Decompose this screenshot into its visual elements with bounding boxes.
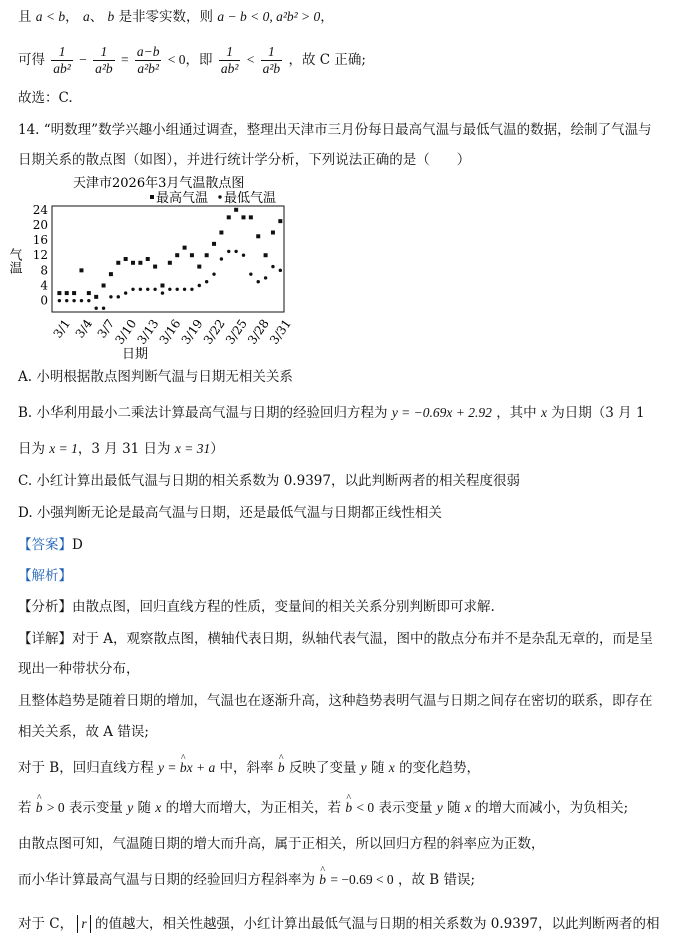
point-max <box>183 246 187 250</box>
x-tick-label: 3/25 <box>222 316 250 347</box>
detail-line <box>18 914 660 934</box>
text: 随 <box>370 760 385 776</box>
option-b <box>18 403 645 423</box>
x-axis-label: 日期 <box>122 347 149 362</box>
point-max <box>256 234 260 238</box>
text: ，故 C 正确; <box>288 52 366 68</box>
detail-line <box>18 758 480 778</box>
x-tick-label: 3/7 <box>94 316 118 341</box>
detail-line <box>18 870 475 890</box>
math-var: x <box>388 760 395 775</box>
detail-line: 且整体趋势是随着日期的增加，气温也在逐渐升高，这种趋势表明气温与日期之间存在密切的联系，即存在 <box>18 693 653 709</box>
math-var: x <box>155 800 162 815</box>
point-min <box>109 295 112 298</box>
text: 随 <box>447 800 461 816</box>
point-min <box>65 299 68 302</box>
answer-line <box>18 535 83 555</box>
b-hat: ^ b <box>180 758 187 778</box>
y-axis-label: 气温 <box>6 248 22 274</box>
point-min <box>227 250 230 253</box>
point-min <box>257 280 260 283</box>
point-max <box>190 253 194 257</box>
fraction <box>51 44 73 77</box>
text: ，即 <box>185 52 213 68</box>
text: 随 <box>137 800 151 816</box>
b-hat: ^ b <box>36 798 43 818</box>
analysis-label: 【解析】 <box>18 568 72 584</box>
x-tick-label: 3/16 <box>156 316 184 347</box>
text: 、 <box>89 9 104 25</box>
point-min <box>168 288 171 291</box>
text: 表示变量 <box>68 800 123 816</box>
text: 由散点图，回归直线方程的性质，变量间的相关关系分别判断即可求解. <box>72 599 495 615</box>
point-max <box>116 261 120 265</box>
point-max <box>264 253 268 257</box>
text: 对于 C， <box>18 916 74 932</box>
y-tick-label: 4 <box>40 278 48 293</box>
point-min <box>234 250 237 253</box>
point-min <box>183 288 186 291</box>
text: 的增大而增大，为正相关，若 <box>165 800 342 816</box>
point-max <box>249 215 253 219</box>
point-min <box>80 299 83 302</box>
x-tick-label: 3/28 <box>244 316 272 347</box>
point-max <box>234 208 238 212</box>
x-tick-label: 3/19 <box>178 316 206 347</box>
text: ） <box>210 441 224 457</box>
option-b-cont <box>18 439 224 459</box>
detail-line <box>18 629 653 649</box>
xiangjie-label: 【详解】 <box>18 631 72 647</box>
numerator: 1 <box>219 44 241 61</box>
text: ，故 B 错误; <box>397 872 476 888</box>
point-min <box>72 299 75 302</box>
math-expr: a < b <box>35 9 66 24</box>
math-part: < 0 <box>356 800 375 815</box>
operator: = <box>120 52 129 67</box>
x-tick-label: 3/31 <box>267 316 294 347</box>
point-min <box>279 269 282 272</box>
point-min <box>249 272 252 275</box>
legend-marker <box>218 195 221 198</box>
x-tick-label: 3/22 <box>200 316 228 347</box>
fraction <box>261 44 283 77</box>
legend-label: 最低气温 <box>224 191 277 206</box>
math-expr <box>158 760 215 775</box>
x-tick-label: 3/13 <box>134 316 162 347</box>
math-var: y <box>360 760 367 775</box>
operator: < <box>246 52 255 67</box>
b-hat: ^ b <box>278 758 285 778</box>
scatter-chart <box>6 172 300 364</box>
math-part: = −0.69 < 0 <box>330 872 394 887</box>
math-expr: a − b < 0, a²b² > 0 <box>217 9 321 24</box>
math-expr: x = 1 <box>49 441 78 456</box>
point-min <box>124 291 127 294</box>
y-tick-labels <box>33 203 49 308</box>
question-line: 14. “明数理”数学兴趣小组通过调查，整理出天津市三月份每日最高气温与最低气温的数据，绘制了气温与 <box>18 122 652 138</box>
y-tick-label: 8 <box>40 263 48 278</box>
math-part: x + a <box>186 760 216 775</box>
x-tick-label: 3/1 <box>50 316 74 341</box>
y-tick-label: 24 <box>32 202 48 217</box>
text-line: 故选：C. <box>18 90 73 106</box>
abs-r: r <box>77 915 90 933</box>
text-line <box>18 42 366 78</box>
text: 且 <box>18 9 32 25</box>
numerator: 1 <box>51 44 73 61</box>
point-min <box>220 257 223 260</box>
b-hat: ^ b <box>345 798 352 818</box>
option-c: C. 小红计算出最低气温与日期的相关系数为 0.9397，以此判断两者的相关程度很弱 <box>18 473 520 489</box>
math-part: > 0 <box>46 800 65 815</box>
denominator: a²b <box>262 61 281 76</box>
fraction <box>219 44 241 77</box>
operator: − <box>79 52 87 67</box>
numerator: 1 <box>93 44 115 61</box>
denominator: ab² <box>53 61 71 76</box>
text: ， <box>65 9 79 25</box>
numerator: 1 <box>261 44 283 61</box>
answer-label: 【答案】 <box>18 537 72 553</box>
point-min <box>264 276 267 279</box>
point-max <box>72 291 76 295</box>
point-max <box>160 284 164 288</box>
point-min <box>87 299 90 302</box>
text: ， <box>320 9 334 25</box>
text-line <box>18 7 334 27</box>
point-min <box>198 284 201 287</box>
text: 表示变量 <box>378 800 433 816</box>
detail-line: 现出一种带状分布， <box>18 661 140 677</box>
point-max <box>87 291 91 295</box>
point-min <box>212 272 215 275</box>
point-max <box>219 231 223 235</box>
text: 对于 A，观察散点图，横轴代表日期，纵轴代表气温，图中的散点分布并不是杂乱无章的，而是呈 <box>72 631 654 647</box>
point-max <box>79 268 83 272</box>
chart-points <box>57 208 282 310</box>
point-min <box>94 307 97 310</box>
point-min <box>146 288 149 291</box>
point-min <box>161 291 164 294</box>
point-min <box>139 288 142 291</box>
point-max <box>197 265 201 269</box>
point-min <box>242 254 245 257</box>
fraction <box>93 44 115 77</box>
text: 的变化趋势， <box>399 760 481 776</box>
plot-frame <box>52 206 284 312</box>
point-max <box>241 215 245 219</box>
legend-marker <box>150 195 154 199</box>
point-max <box>146 257 150 261</box>
text: 的增大而减小，为负相关; <box>475 800 629 816</box>
point-max <box>138 261 142 265</box>
point-max <box>131 261 135 265</box>
option-d: D. 小强判断无论是最高气温与日期，还是最低气温与日期都正线性相关 <box>18 505 442 521</box>
text: 的值越大，相关性越强，小红计算出最低气温与日期的相关系数为 0.9397，以此判断两者的相 <box>94 916 660 932</box>
math-var: y <box>127 800 134 815</box>
point-min <box>131 288 134 291</box>
x-tick-label: 3/4 <box>72 316 96 341</box>
point-min <box>117 295 120 298</box>
text: 若 <box>18 800 32 816</box>
detail-line <box>18 798 628 818</box>
denominator: a²b² <box>137 61 159 76</box>
y-tick-label: 16 <box>32 233 48 248</box>
x-tick-label: 3/10 <box>112 316 140 347</box>
point-min <box>190 288 193 291</box>
math-var: x <box>464 800 471 815</box>
question-line: 日期关系的散点图（如图），并进行统计学分析，下列说法正确的是（ ） <box>18 152 471 168</box>
point-max <box>94 295 98 299</box>
y-tick-label: 12 <box>32 248 48 263</box>
text: 中，斜率 <box>219 760 274 776</box>
math-part: y = <box>158 760 180 775</box>
text: B. 小华利用最小二乘法计算最高气温与日期的经验回归方程为 <box>18 405 388 421</box>
math-var: a <box>82 9 90 24</box>
x-tick-labels <box>50 316 293 346</box>
point-max <box>205 253 209 257</box>
point-min <box>205 280 208 283</box>
fraction <box>135 44 162 77</box>
text: ，3 月 31 日为 <box>77 441 171 457</box>
point-max <box>278 219 282 223</box>
point-max <box>227 215 231 219</box>
point-max <box>153 265 157 269</box>
b-hat: ^ b <box>319 870 326 890</box>
point-max <box>102 284 106 288</box>
text: 是非零实数，则 <box>118 9 214 25</box>
point-max <box>212 242 216 246</box>
point-max <box>124 257 128 261</box>
text: 而小华计算最高气温与日期的经验回归方程斜率为 <box>18 872 315 888</box>
math-var: b <box>107 9 115 24</box>
point-max <box>175 253 179 257</box>
text: 日为 <box>18 441 45 457</box>
point-max <box>57 291 61 295</box>
option-a: A. 小明根据散点图判断气温与日期无相关关系 <box>18 369 293 385</box>
point-max <box>109 272 113 276</box>
legend-label: 最高气温 <box>156 191 209 206</box>
math-expr: y = −0.69x + 2.92 <box>391 405 492 420</box>
fenxi-label: 【分析】 <box>18 599 72 615</box>
point-min <box>271 265 274 268</box>
chart-legend <box>150 190 276 206</box>
fenxi-line <box>18 597 495 617</box>
point-min <box>102 307 105 310</box>
text: 反映了变量 <box>288 760 357 776</box>
detail-line: 由散点图可知，气温随日期的增大而升高，属于正相关，所以回归方程的斜率应为正数， <box>18 836 545 852</box>
y-tick-label: 0 <box>40 293 48 308</box>
point-max <box>65 291 69 295</box>
point-min <box>153 288 156 291</box>
math-expr: x = 31 <box>174 441 211 456</box>
math-var: x <box>540 405 547 420</box>
text: ，其中 <box>496 405 537 421</box>
detail-line: 相关关系，故 A 错误; <box>18 724 149 740</box>
chart-title: 天津市2026年3月气温散点图 <box>73 176 245 191</box>
math-var: y <box>436 800 443 815</box>
answer-value: D <box>72 537 83 553</box>
y-tick-label: 20 <box>32 217 48 232</box>
text: 可得 <box>18 52 45 68</box>
text: 对于 B，回归直线方程 <box>18 760 154 776</box>
numerator: a−b <box>136 44 160 59</box>
denominator: a²b <box>95 61 113 76</box>
point-max <box>271 231 275 235</box>
operator: < 0 <box>167 52 186 67</box>
text: 为日期（3 月 1 <box>551 405 645 421</box>
point-max <box>168 261 172 265</box>
denominator: ab² <box>220 61 239 76</box>
point-min <box>58 299 61 302</box>
point-min <box>176 288 179 291</box>
